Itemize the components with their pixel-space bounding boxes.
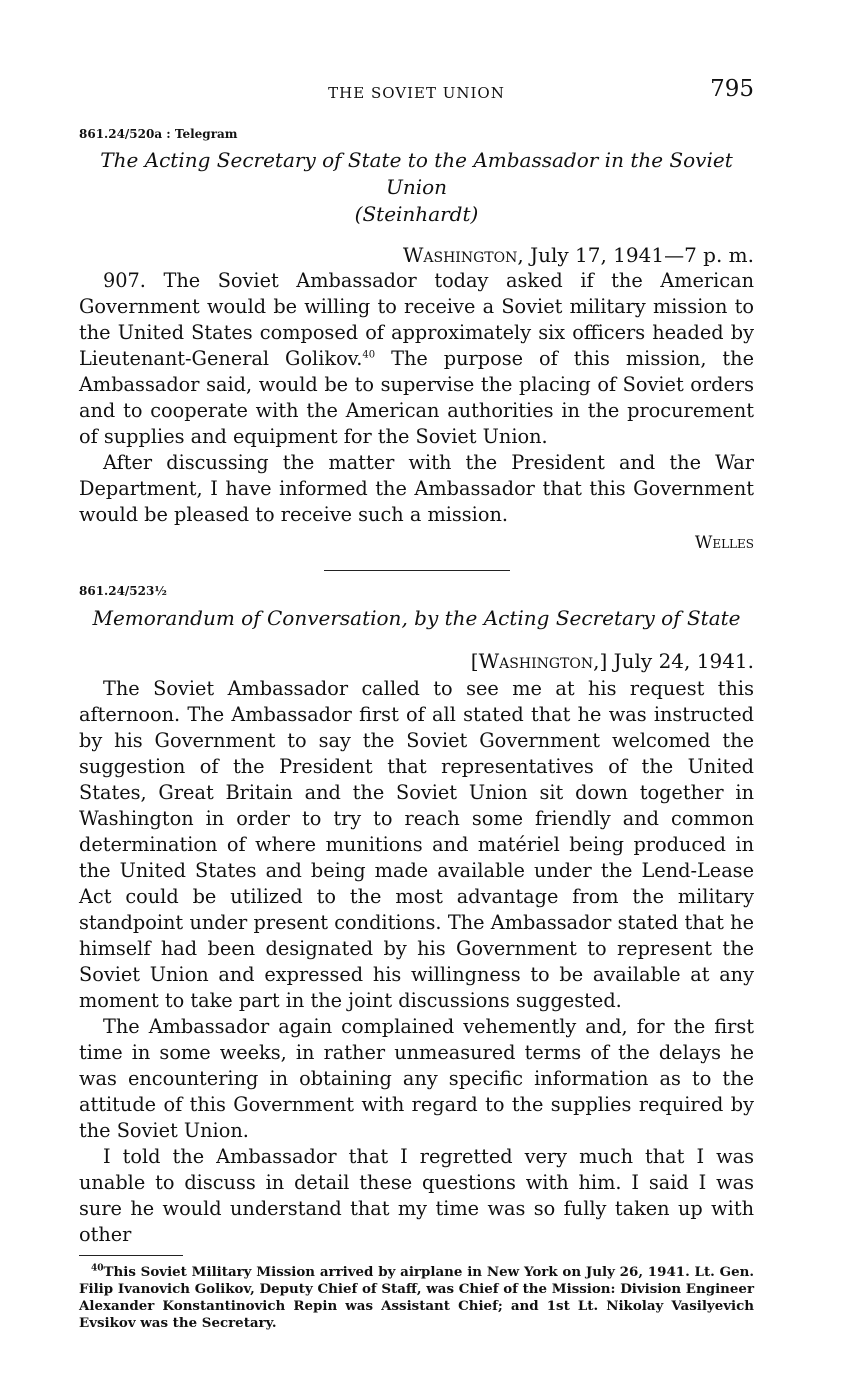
running-title: THE SOVIET UNION [328, 84, 505, 102]
section-divider [324, 570, 510, 571]
running-header [79, 76, 754, 108]
footnote [79, 1264, 754, 1332]
document-title-line: (Steinhardt) [354, 202, 479, 226]
body-paragraph [79, 268, 754, 450]
dateline-place: Washington, [402, 243, 524, 267]
memorandum-document [79, 583, 754, 1248]
footnote-reference: 40 [362, 349, 376, 361]
telegram-document [79, 126, 754, 556]
body-paragraph: After discussing the matter with the President and the War Department, I have informed the Ambassador that this Government would be pleased to receive such a mission. [79, 451, 754, 526]
dateline [79, 242, 754, 268]
paragraph-text: 907. The Soviet Ambassador today asked if the American Government would be willing to receive a Soviet military mission to the United States composed of approximately six officers headed by Lieutenant-General Golikov. [79, 269, 754, 370]
file-reference: 861.24/520a : Telegram [79, 127, 238, 141]
document-title [79, 147, 754, 228]
document-title-line: The Acting Secretary of State to the Ambassador in the Soviet Union [100, 148, 733, 199]
footnote-text: This Soviet Military Mission arrived by airplane in New York on July 26, 1941. Lt. Gen. Filip Ivanovich Golikov, Deputy Chief of Staff, was Chief of the Mission: Division Engineer Alexander Konstantinovich Repin was Assistant Chief; and 1st Lt. Nikolay Vasilyevich Evsikov was the Secretary. [79, 1264, 754, 1331]
file-reference: 861.24/523½ [79, 584, 167, 598]
signature: Welles [694, 533, 754, 553]
body-paragraph: The Ambassador again complained vehemently and, for the first time in some weeks, in rather unmeasured terms of the delays he was encountering in obtaining any specific information as to the attitude of this Government with regard to the supplies required by the Soviet Union. [79, 1015, 754, 1142]
dateline-date: July 17, 1941—7 p. m. [530, 243, 754, 267]
document-page [79, 76, 754, 1332]
dateline-date: July 24, 1941. [613, 649, 754, 673]
footnote-number: 40 [91, 1263, 104, 1274]
dateline [79, 648, 754, 674]
document-title: Memorandum of Conversation, by the Acting Secretary of State [92, 606, 741, 630]
page-number: 795 [710, 76, 754, 102]
footnote-rule [79, 1255, 183, 1256]
dateline-place: [Washington,] [470, 649, 608, 673]
body-paragraph: I told the Ambassador that I regretted very much that I was unable to discuss in detail these questions with him. I said I was sure he would understand that my time was so fully taken up with other [79, 1145, 754, 1246]
paragraph-text: The purpose of this mission, the Ambassador said, would be to supervise the placing of Soviet orders and to cooperate with the American authorities in the procurement of supplies and equipment for the Soviet Union. [79, 347, 754, 448]
body-paragraph: The Soviet Ambassador called to see me at his request this afternoon. The Ambassador first of all stated that he was instructed by his Government to say the Soviet Government welcomed the suggestion of the President that representatives of the United States, Great Britain and the Soviet Union sit down together in Washington in order to try to reach some friendly and common determination of where munitions and matériel being produced in the United States and being made available under the Lend-Lease Act could be utilized to the most advantage from the military standpoint under present conditions. The Ambassador stated that he himself had been designated by his Government to represent the Soviet Union and expressed his willingness to be available at any moment to take part in the joint discussions suggested. [79, 677, 754, 1012]
